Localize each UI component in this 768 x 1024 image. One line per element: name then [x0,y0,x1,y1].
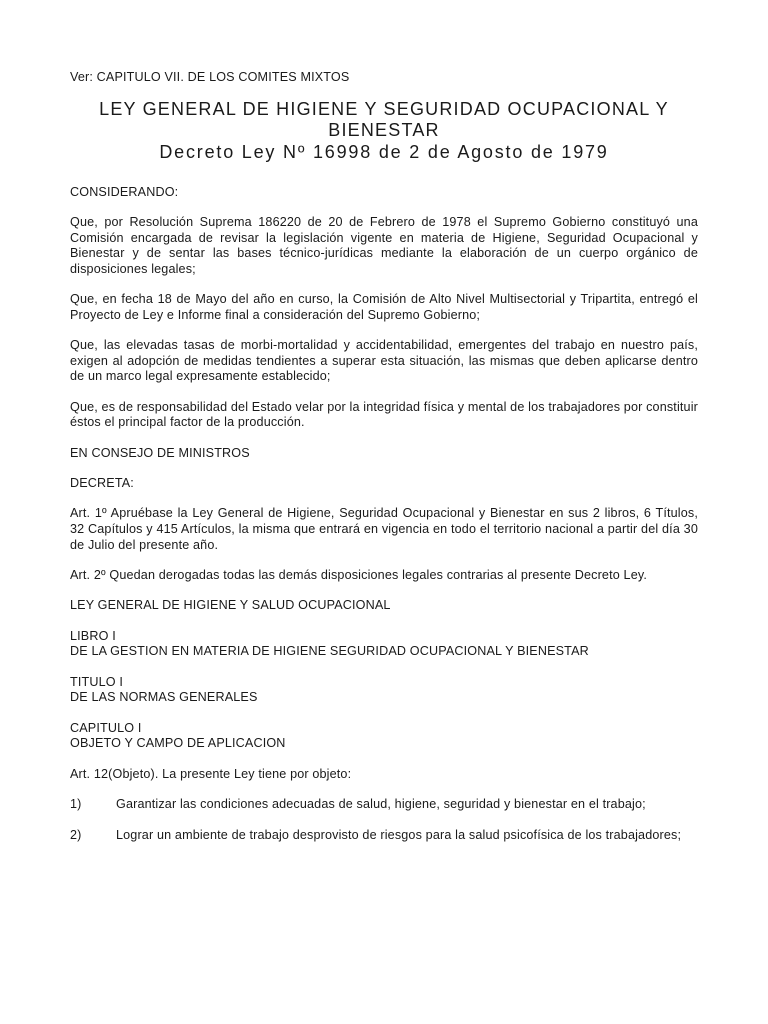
ver-link-text: Ver: CAPITULO VII. DE LOS COMITES MIXTOS [70,70,350,84]
title-line-2: Decreto Ley Nº 16998 de 2 de Agosto de 1979 [159,141,609,162]
ley-title: LEY GENERAL DE HIGIENE Y SALUD OCUPACIONAL [70,598,391,613]
document-title [70,99,698,163]
libro-label: LIBRO I [70,628,116,643]
titulo-label: TITULO I [70,674,123,689]
title-line-1: LEY GENERAL DE HIGIENE Y SEGURIDAD OCUPACIONAL Y BIENESTAR [99,98,669,140]
capitulo-name: OBJETO Y CAMPO DE APLICACION [70,736,286,751]
list-item-number: 2) [70,827,82,842]
paragraph-3: Que, las elevadas tasas de morbi-mortalidad y accidentabilidad, emergentes del trabajo en nuestro país, exigen al adopción de medidas tendientes a superar esta situación, las mismas que deben aplicarse dentro de un marco legal expresamente establecido; [70,338,698,384]
article-2: Art. 2º Quedan derogadas todas las demás disposiciones legales contrarias al presente Decreto Ley. [70,568,648,583]
consejo-heading: EN CONSEJO DE MINISTROS [70,445,250,460]
document-page [70,70,698,858]
list-item [70,797,698,813]
article-12: Art. 12(Objeto). La presente Ley tiene por objeto: [70,766,352,781]
capitulo-section [70,721,698,752]
paragraph-1: Que, por Resolución Suprema 186220 de 20 de Febrero de 1978 el Supremo Gobierno constituyó una Comisión encargada de revisar la legislación vigente en materia de Higiene, Seguridad Ocupacional y Bienestar y de sentar las bases técnico-jurídicas mediante la elaboración de un cuerpo orgánico de disposiciones legales; [70,214,698,276]
list-item-text: Lograr un ambiente de trabajo desprovisto de riesgos para la salud psicofísica de los trabajadores; [116,827,682,842]
titulo-section [70,675,698,706]
titulo-name: DE LAS NORMAS GENERALES [70,690,258,705]
paragraph-2: Que, en fecha 18 de Mayo del año en curso, la Comisión de Alto Nivel Multisectorial y Tripartita, entregó el Proyecto de Ley e Informe final a consideración del Supremo Gobierno; [70,292,698,322]
considerando-heading: CONSIDERANDO: [70,184,179,199]
paragraph-4: Que, es de responsabilidad del Estado velar por la integridad física y mental de los trabajadores por constituir éstos el principal factor de la producción. [70,399,698,430]
list-item-number: 1) [70,797,82,812]
list-item-text: Garantizar las condiciones adecuadas de salud, higiene, seguridad y bienestar en el trabajo; [116,797,646,812]
libro-section [70,629,698,660]
article-1: Art. 1º Apruébase la Ley General de Higiene, Seguridad Ocupacional y Bienestar en sus 2 libros, 6 Títulos, 32 Capítulos y 415 Artículos, la misma que entrará en vigencia en todo el territorio nacional a partir del día 30 de Julio del presente año. [70,506,698,552]
decreta-heading: DECRETA: [70,476,134,491]
libro-name: DE LA GESTION EN MATERIA DE HIGIENE SEGURIDAD OCUPACIONAL Y BIENESTAR [70,644,589,659]
capitulo-label: CAPITULO I [70,720,142,735]
list-item [70,828,698,844]
